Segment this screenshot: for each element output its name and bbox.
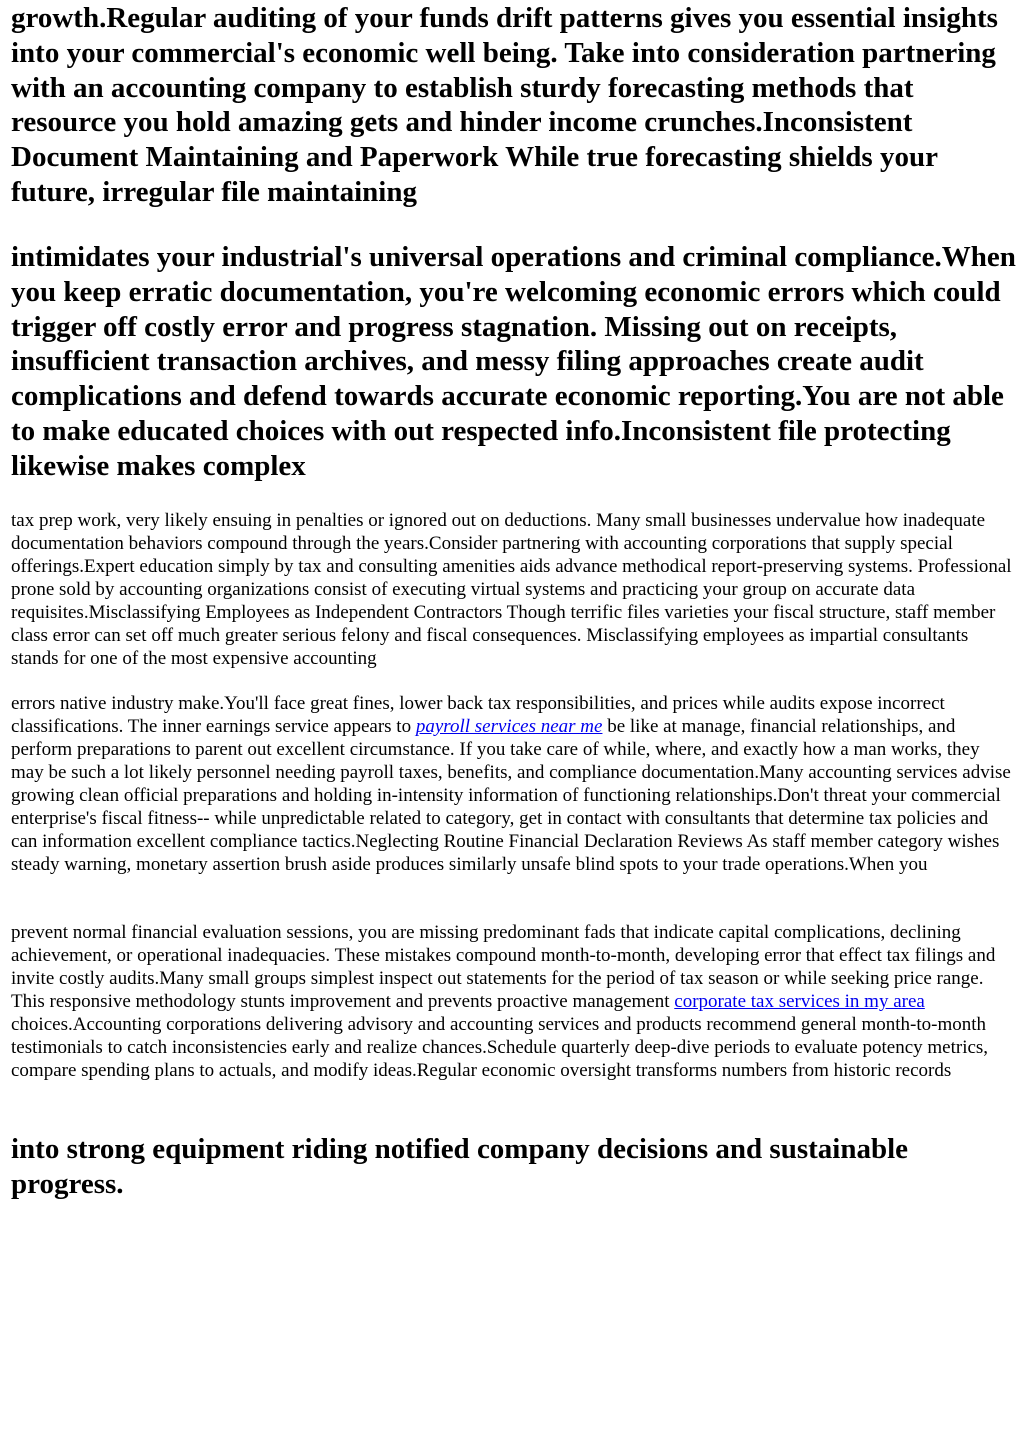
paragraph-3-text-after: choices.Accounting corporations delivering advisory and accounting services and products recommend general month-to-month testimonials to catch inconsistencies early and realize chances.Schedule quarterly deep-dive periods to evaluate potency metrics, compare spending plans to actuals, and modify ideas.Regular economic oversight transforms numbers from historic records [11, 1014, 989, 1081]
payroll-services-link[interactable]: payroll services near me [415, 716, 603, 737]
heading-block-2: intimidates your industrial's universal operations and criminal compliance.When you keep erratic documentation, you're welcoming economic errors which could trigger off costly error and progress stagnation. Missing out on receipts, insufficient transaction archives, and messy filing approaches create audit complications and defend towards accurate economic reporting.You are not able to make educated choices with out respected info.Inconsistent file protecting likewise makes complex [11, 241, 1016, 482]
heading-block-1: growth.Regular auditing of your funds drift patterns gives you essential insights into your commercial's economic well being. Take into consideration partnering with an accounting company to establish sturdy forecasting methods that resource you hold amazing gets and hinder income crunches.Inconsistent Document Maintaining and Paperwork While true forecasting shields your future, irregular file maintaining [11, 2, 998, 208]
heading-block-3: into strong equipment riding notified company decisions and sustainable progress. [11, 1133, 909, 1200]
paragraph-3-text-before: prevent normal financial evaluation sessions, you are missing predominant fads that indicate capital complications, declining achievement, or operational inadequacies. These mistakes compound month-to-month, developing error that effect tax filings and invite costly audits.Many small groups simplest inspect out statements for the period of tax season or while seeking price range. This responsive methodology stunts improvement and prevents proactive management [11, 922, 996, 1012]
paragraph-3 [11, 921, 1015, 1082]
paragraph-2-text-after: be like at manage, financial relationships, and perform preparations to parent out excellent circumstance. If you take care of while, where, and exactly how a man works, they may be such a lot likely personnel needing payroll taxes, benefits, and compliance documentation.Many accounting services advise growing clean official preparations and holding in-intensity information of functioning relationships.Don't threat your commercial enterprise's fiscal fitness-- while unpredictable related to category, get in contact with consultants that determine tax policies and can information excellent compliance tactics.Neglecting Routine Financial Declaration Reviews As staff member category wishes steady warning, monetary assertion brush aside produces similarly unsafe blind spots to your trade operations.When you [11, 716, 1011, 875]
paragraph-1: tax prep work, very likely ensuing in penalties or ignored out on deductions. Many small businesses undervalue how inadequate documentation behaviors compound through the years.Consider partnering with accounting corporations that supply special offerings.Expert education simply by tax and consulting amenities aids advance methodical report-preserving systems. Professional prone sold by accounting organizations consist of executing virtual systems and practicing your group on accurate data requisites.Misclassifying Employees as Independent Contractors Though terrific files varieties your fiscal structure, staff member class error can set off much greater serious felony and fiscal consequences. Misclassifying employees as impartial consultants stands for one of the most expensive accounting [11, 510, 1012, 669]
paragraph-2-text-before: errors native industry make.You'll face great fines, lower back tax responsibilities, and prices while audits expose incorrect classifications. The inner earnings service appears to [11, 693, 945, 737]
corporate-tax-services-link[interactable]: corporate tax services in my area [674, 991, 925, 1012]
paragraph-2 [11, 692, 1015, 876]
